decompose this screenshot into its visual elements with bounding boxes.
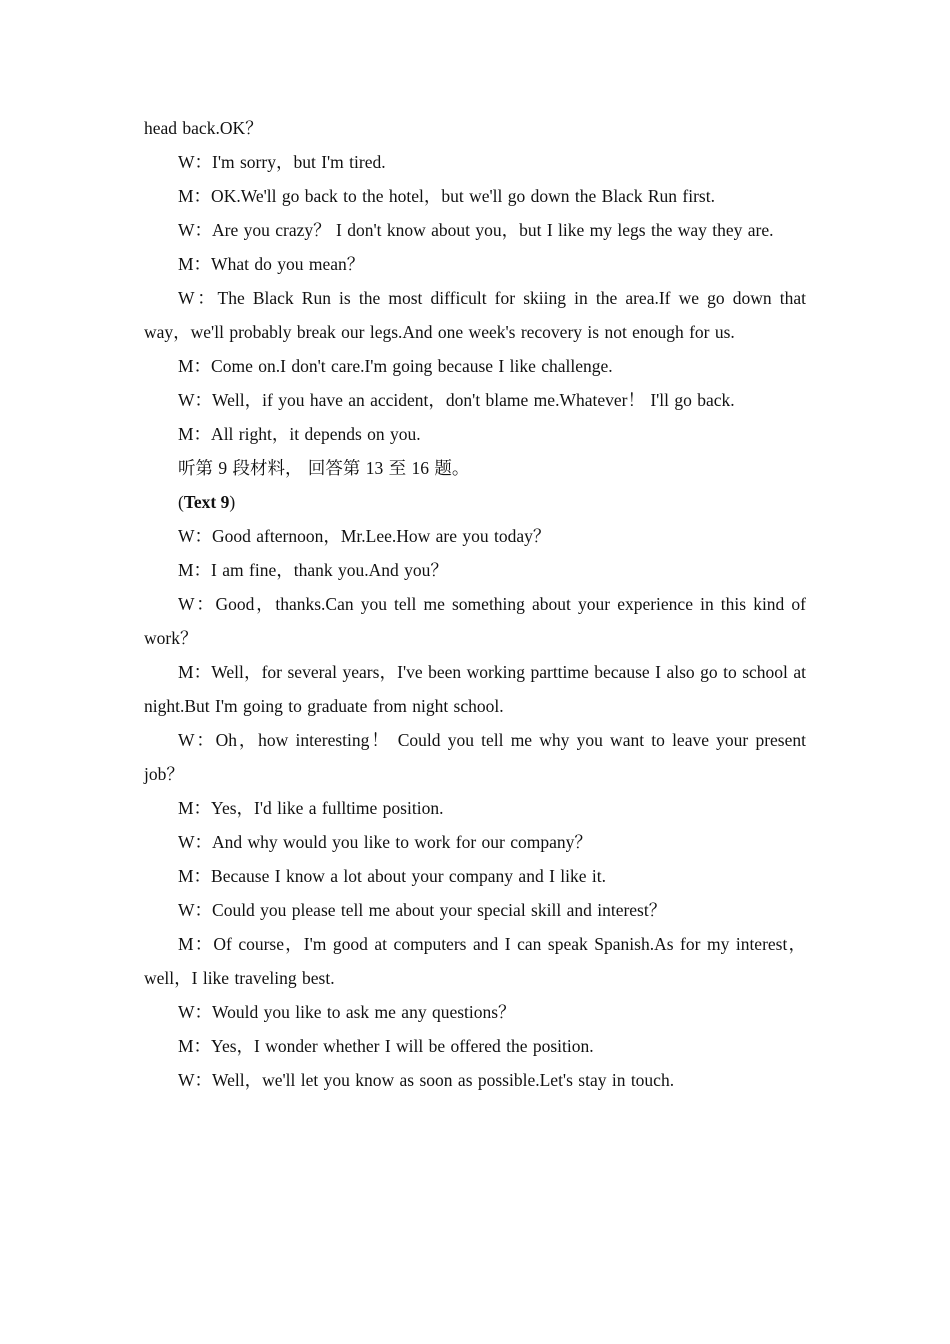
dialogue-line: M：Yes，I'd like a fulltime position. [178, 798, 444, 818]
dialogue-line: M：Come on.I don't care.I'm going because I like challenge. [178, 356, 613, 376]
dialogue-line: M：All right，it depends on you. [178, 424, 421, 444]
document-body [144, 111, 806, 1097]
dialogue-line: head back.OK？ [144, 118, 263, 138]
dialogue-line: W：Oh，how interesting！ Could you tell me why you want to leave your present job？ [144, 730, 806, 784]
dialogue-line: W：Would you like to ask me any questions？ [178, 1002, 516, 1022]
dialogue-line: W：Well，we'll let you know as soon as possible.Let's stay in touch. [178, 1070, 675, 1090]
dialogue-line: M：Because I know a lot about your company and I like it. [178, 866, 606, 886]
dialogue-line: M：Yes，I wonder whether I will be offered the position. [178, 1036, 594, 1056]
dialogue-line: W：Good，thanks.Can you tell me something about your experience in this kind of work？ [144, 594, 806, 648]
heading-title: Text 9 [183, 492, 230, 512]
dialogue-line: W：Good afternoon，Mr.Lee.How are you today？ [178, 526, 551, 546]
heading-open-paren: ( [178, 492, 184, 512]
dialogue-line: M：I am fine，thank you.And you？ [178, 560, 448, 580]
section-heading [144, 485, 806, 519]
dialogue-line: W：Are you crazy？ I don't know about you，but I like my legs the way they are. [178, 220, 774, 240]
dialogue-line: W：Could you please tell me about your special skill and interest？ [178, 900, 667, 920]
dialogue-line: W：The Black Run is the most difficult for skiing in the area.If we go down that way，we'll probably break our legs.And one week's recovery is not enough for us. [144, 288, 806, 342]
dialogue-line: M：OK.We'll go back to the hotel，but we'll go down the Black Run first. [178, 186, 715, 206]
dialogue-line: W：Well，if you have an accident，don't blame me.Whatever！ I'll go back. [178, 390, 735, 410]
dialogue-line: W：I'm sorry，but I'm tired. [178, 152, 386, 172]
dialogue-line: W：And why would you like to work for our company？ [178, 832, 592, 852]
heading-close-paren: ) [229, 492, 236, 512]
instruction-line: 听第 9 段材料， 回答第 13 至 16 题。 [178, 458, 470, 478]
dialogue-line: M：Of course，I'm good at computers and I can speak Spanish.As for my interest，well，I like traveling best. [144, 934, 806, 988]
dialogue-line: M：What do you mean？ [178, 254, 365, 274]
dialogue-line: M：Well，for several years，I've been working parttime because I also go to school at night.But I'm going to graduate from night school. [144, 662, 806, 716]
